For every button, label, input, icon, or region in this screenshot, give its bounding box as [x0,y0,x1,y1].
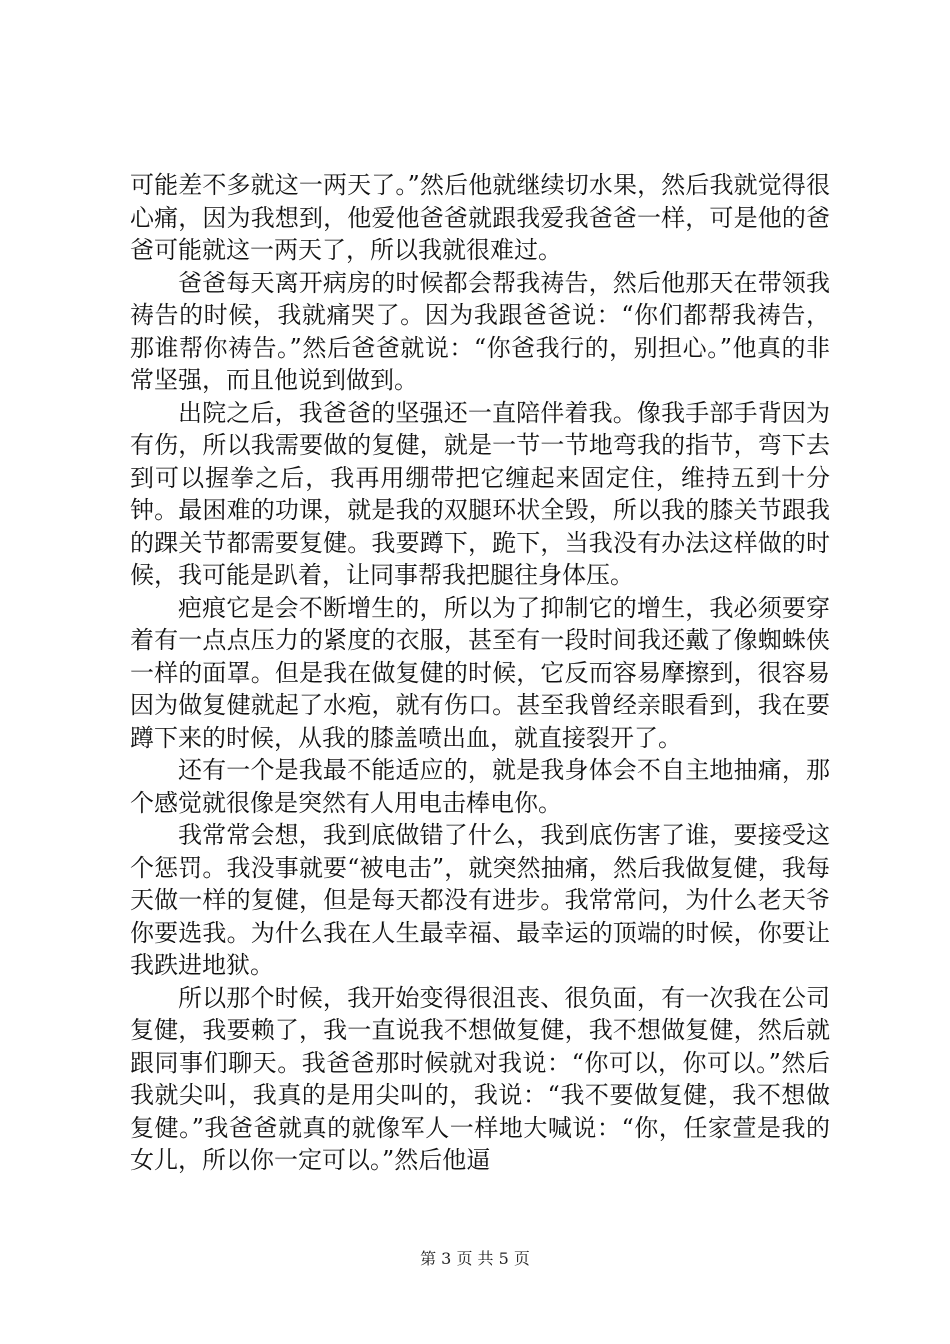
paragraph-2: 爸爸每天离开病房的时候都会帮我祷告，然后他那天在带领我祷告的时候，我就痛哭了。因为我跟爸爸说：“你们都帮我祷告，那谁帮你祷告。”然后爸爸就说：“你爸我行的，别担心。”他真的非常坚强，而且他说到做到。 [130,268,830,394]
paragraph-4: 疤痕它是会不断增生的，所以为了抑制它的增生，我必须要穿着有一点点压力的紧度的衣服，甚至有一段时间我还戴了像蜘蛛侠一样的面罩。但是我在做复健的时候，它反而容易摩擦到，很容易因为做复健就起了水疱，就有伤口。甚至我曾经亲眼看到，我在要蹲下来的时候，从我的膝盖喷出血，就直接裂开了。 [130,593,830,752]
paragraph-5: 还有一个是我最不能适应的，就是我身体会不自主地抽痛，那个感觉就很像是突然有人用电击棒电你。 [130,756,830,817]
paragraph-6: 我常常会想，我到底做错了什么，我到底伤害了谁，要接受这个惩罚。我没事就要“被电击”，就突然抽痛，然后我做复健，我每天做一样的复健，但是每天都没有进步。我常常问，为什么老天爷你要选我。为什么我在人生最幸福、最幸运的顶端的时候，你要让我跌进地狱。 [130,821,830,979]
body-text [130,169,830,1177]
paragraph-1: 可能差不多就这一两天了。”然后他就继续切水果，然后我就觉得很心痛，因为我想到，他爱他爸爸就跟我爱我爸爸一样，可是他的爸爸可能就这一两天了，所以我就很难过。 [130,171,830,264]
paragraph-7: 所以那个时候，我开始变得很沮丧、很负面，有一次我在公司复健，我要赖了，我一直说我不想做复健，我不想做复健，然后就跟同事们聊天。我爸爸那时候就对我说：“你可以，你可以。”然后我就尖叫，我真的是用尖叫的，我说：“我不要做复健，我不想做复健。”我爸爸就真的就像军人一样地大喊说：“你，任家萱是我的女儿，所以你一定可以。”然后他逼 [130,983,830,1174]
paragraph-3: 出院之后，我爸爸的坚强还一直陪伴着我。像我手部手背因为有伤，所以我需要做的复健，就是一节一节地弯我的指节，弯下去到可以握拳之后，我再用绷带把它缠起来固定住，维持五到十分钟。最困难的功课，就是我的双腿环状全毁，所以我的膝关节跟我的踝关节都需要复健。我要蹲下，跪下，当我没有办法这样做的时候，我可能是趴着，让同事帮我把腿往身体压。 [130,398,830,589]
page-number-footer: 第 3 页 共 5 页 [420,1249,530,1268]
